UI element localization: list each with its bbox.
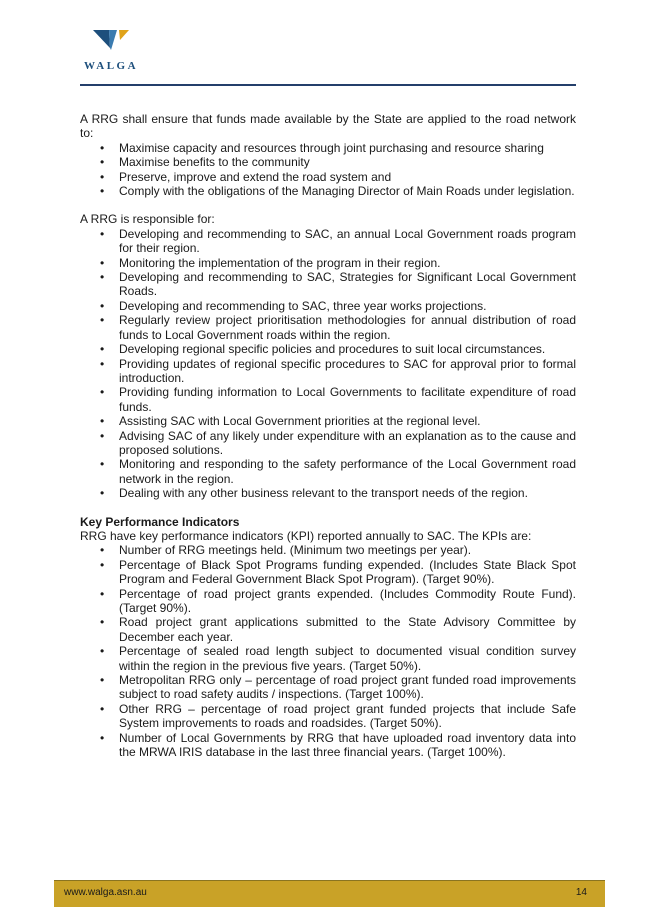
- list-item: • Other RRG – percentage of road project grant funded projects that include Safe System improvements to roads and roadsides. (Target 50%).: [80, 702, 576, 731]
- list-item: • Regularly review project prioritisation methodologies for annual distribution of road funds to Local Government roads within the region.: [80, 313, 576, 342]
- list-item: • Percentage of road project grants expended. (Includes Commodity Route Fund). (Target 90%).: [80, 587, 576, 616]
- list-item: • Maximise benefits to the community: [80, 155, 576, 169]
- walga-logo: [80, 30, 140, 80]
- list-item: • Number of Local Governments by RRG that have uploaded road inventory data into the MRWA IRIS database in the last three financial years. (Target 100%).: [80, 731, 576, 760]
- list-item: • Number of RRG meetings held. (Minimum two meetings per year).: [80, 543, 576, 557]
- responsibilities-paragraph: A RRG is responsible for:: [80, 212, 215, 227]
- list-item: • Road project grant applications submitted to the State Advisory Committee by December each year.: [80, 615, 576, 644]
- footer-url: www.walga.asn.au: [64, 887, 147, 898]
- kpi-paragraph: RRG have key performance indicators (KPI) reported annually to SAC. The KPIs are:: [80, 528, 532, 543]
- list-item: • Preserve, improve and extend the road system and: [80, 170, 576, 184]
- kpi-heading: Key Performance Indicators: [80, 514, 240, 529]
- list-item: • Advising SAC of any likely under expenditure with an explanation as to the cause and proposed solutions.: [80, 429, 576, 458]
- list-item: • Dealing with any other business relevant to the transport needs of the region.: [80, 486, 576, 500]
- page-number: 14: [575, 887, 587, 898]
- list-item: • Assisting SAC with Local Government priorities at the regional level.: [80, 414, 576, 428]
- list-item: • Maximise capacity and resources through joint purchasing and resource sharing: [80, 141, 576, 155]
- header-rule: [80, 84, 576, 86]
- list-item: • Developing and recommending to SAC, three year works projections.: [80, 299, 576, 313]
- list-item: • Percentage of Black Spot Programs funding expended. (Includes State Black Spot Program and Federal Government Black Spot Program). (Target 90%).: [80, 558, 576, 587]
- list-item: • Percentage of sealed road length subject to documented visual condition survey within the region in the previous five years. (Target 50%).: [80, 644, 576, 673]
- intro-bullet-list: [80, 141, 576, 199]
- list-item: • Developing regional specific policies and procedures to suit local circumstances.: [80, 342, 576, 356]
- responsibilities-bullet-list: [80, 227, 576, 501]
- list-item: • Monitoring the implementation of the program in their region.: [80, 256, 576, 270]
- list-item: • Providing updates of regional specific procedures to SAC for approval prior to formal introduction.: [80, 357, 576, 386]
- page-footer: [54, 880, 605, 907]
- list-item: • Providing funding information to Local Governments to facilitate expenditure of road funds.: [80, 385, 576, 414]
- list-item: • Developing and recommending to SAC, Strategies for Significant Local Government Roads.: [80, 270, 576, 299]
- list-item: • Developing and recommending to SAC, an annual Local Government roads program for their region.: [80, 227, 576, 256]
- walga-logo-mark-icon: [93, 30, 129, 56]
- kpi-bullet-list: [80, 543, 576, 759]
- list-item: • Comply with the obligations of the Managing Director of Main Roads under legislation.: [80, 184, 576, 198]
- logo-wordmark: WALGA: [83, 60, 139, 72]
- intro-paragraph: A RRG shall ensure that funds made available by the State are applied to the road network to:: [80, 112, 576, 141]
- list-item: • Metropolitan RRG only – percentage of road project grant funded road improvements subject to road safety audits / inspections. (Target 100%).: [80, 673, 576, 702]
- document-body: [80, 112, 576, 759]
- list-item: • Monitoring and responding to the safety performance of the Local Government road network in the region.: [80, 457, 576, 486]
